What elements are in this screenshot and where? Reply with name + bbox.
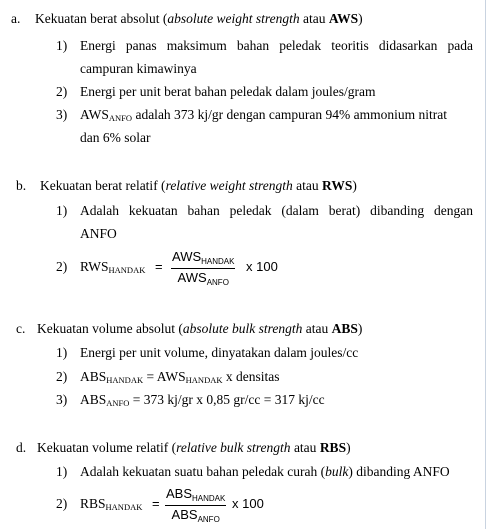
heading-text: Kekuatan volume absolut ( [37, 321, 183, 336]
text: = 373 kj/gr x 0,85 gr/cc = 317 kj/cc [129, 392, 325, 407]
list-item-text: campuran kimawinya [80, 61, 197, 76]
section-c-heading [37, 321, 362, 337]
heading-text: ) [357, 321, 363, 336]
heading-text: Kekuatan berat relatif ( [40, 178, 166, 193]
heading-italic: relative weight strength [165, 178, 293, 193]
heading-text: Kekuatan berat absolut ( [35, 11, 168, 26]
heading-text: atau [302, 321, 332, 336]
heading-text: ) [346, 440, 351, 455]
heading-bold: RBS [319, 440, 347, 455]
italic-text: bulk [325, 464, 349, 479]
formula-symbol: RWS [80, 259, 109, 274]
item-number: 2) [56, 259, 68, 274]
heading-italic: absolute weight strength [167, 11, 300, 26]
numerator-subscript: HANDAK [192, 494, 226, 503]
page-right-border [485, 0, 486, 529]
section-a-heading [35, 11, 363, 27]
subscript: HANDAK [105, 502, 143, 512]
formula-lhs [80, 496, 142, 512]
heading-italic: absolute bulk strength [182, 321, 303, 336]
heading-text: atau [290, 440, 320, 455]
formula-symbol: ABS [80, 369, 107, 384]
list-item-text [80, 464, 450, 480]
subscript: HANDAK [106, 375, 144, 385]
subscript: HANDAK [108, 265, 146, 275]
heading-text: atau [292, 178, 323, 193]
numerator-text: ABS [166, 486, 193, 501]
subscript: HANDAK [185, 375, 223, 385]
item-number: 3) [56, 107, 68, 122]
fraction [165, 486, 226, 524]
fraction-denominator [171, 269, 235, 288]
heading-text: ) [352, 178, 357, 193]
item-number: 2) [56, 369, 68, 384]
section-a-marker: a. [11, 11, 21, 26]
numerator-subscript: HANDAK [201, 257, 235, 266]
fraction-numerator [165, 486, 226, 505]
list-item-text [80, 392, 325, 408]
formula-symbol: RBS [80, 496, 106, 511]
text: x densitas [222, 369, 280, 384]
formula-symbol: = AWS [143, 369, 186, 384]
heading-text: Kekuatan volume relatif ( [37, 440, 177, 455]
heading-bold: ABS [331, 321, 358, 336]
denominator-text: ABS [171, 506, 198, 522]
item-number: 1) [56, 38, 68, 53]
denominator-text: AWS [177, 269, 207, 285]
fraction-denominator [165, 506, 226, 525]
equals-sign: = [152, 496, 160, 511]
item-number: 3) [56, 392, 68, 407]
list-item-text [80, 369, 280, 385]
section-c-marker: c. [16, 321, 26, 336]
item-number: 1) [56, 203, 68, 218]
item-number: 2) [56, 496, 68, 511]
section-b-marker: b. [16, 178, 27, 193]
subscript: ANFO [106, 398, 130, 408]
list-item-text: ANFO [80, 226, 117, 241]
item-number: 1) [56, 464, 68, 479]
heading-text: ) [358, 11, 363, 26]
item-number: 1) [56, 345, 68, 360]
formula-multiplier: x 100 [232, 496, 264, 511]
list-item-text [80, 107, 447, 123]
fraction [171, 249, 235, 287]
equals-sign: = [155, 259, 163, 274]
section-b-heading [40, 178, 357, 194]
formula-symbol: AWS [80, 107, 109, 122]
denominator-subscript: ANFO [197, 514, 220, 524]
section-d-marker: d. [16, 440, 27, 455]
formula-multiplier: x 100 [246, 259, 278, 274]
formula-symbol: ABS [80, 392, 107, 407]
heading-bold: AWS [328, 11, 359, 26]
numerator-text: AWS [172, 249, 202, 264]
section-d-heading [37, 440, 351, 456]
list-item-text: Energi per unit volume, dinyatakan dalam joules/cc [80, 345, 359, 360]
heading-text: atau [299, 11, 329, 26]
heading-bold: RWS [322, 178, 353, 193]
list-item-text: Energi per unit berat bahan peledak dalam joules/gram [80, 84, 376, 99]
text: ) dibanding ANFO [348, 464, 450, 479]
heading-italic: relative bulk strength [176, 440, 291, 455]
text: adalah 373 kj/gr dengan campuran 94% ammonium nitrat [132, 107, 447, 122]
text: Adalah kekuatan suatu bahan peledak curah ( [80, 464, 326, 479]
list-item-text: dan 6% solar [80, 130, 151, 145]
list-item-text: Energi panas maksimum bahan peledak teoritis didasarkan pada [80, 38, 473, 53]
fraction-numerator [171, 249, 235, 268]
list-item-text: Adalah kekuatan bahan peledak (dalam berat) dibanding dengan [80, 203, 473, 218]
denominator-subscript: ANFO [206, 277, 229, 287]
subscript: ANFO [108, 113, 133, 123]
item-number: 2) [56, 84, 68, 99]
formula-lhs [80, 259, 145, 275]
